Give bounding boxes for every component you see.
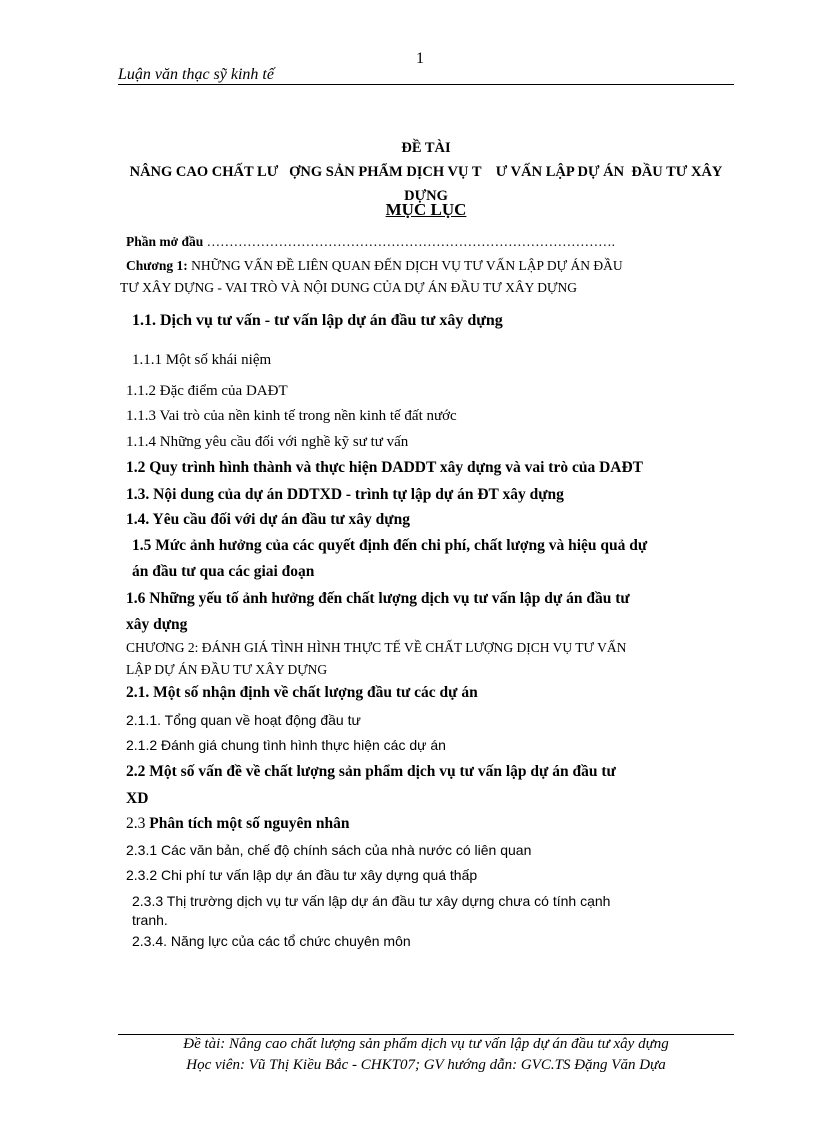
- toc-entry-1-1: 1.1. Dịch vụ tư vấn - tư vấn lập dự án đầu tư xây dựng: [132, 312, 503, 329]
- toc-heading: MỤC LỤC: [385, 200, 467, 219]
- toc-entry-1-1-4: 1.1.4 Những yêu cầu đối với nghề kỹ sư tư vấn: [126, 434, 409, 450]
- chapter1-line-a: [126, 258, 623, 274]
- toc-entry-1-6-a: 1.6 Những yếu tố ảnh hưởng đến chất lượng dịch vụ tư vấn lập dự án đầu tư: [126, 590, 630, 607]
- chapter1-line-b: TƯ XÂY DỰNG - VAI TRÒ VÀ NỘI DUNG CỦA DỰ ÁN ĐẦU TƯ XÂY DỰNG: [120, 280, 577, 295]
- footer-line-2: Học viên: Vũ Thị Kiều Bắc - CHKT07; GV hướng dẫn: GVC.TS Đặng Văn Dựa: [186, 1057, 666, 1073]
- chapter2-line-b: LẬP DỰ ÁN ĐẦU TƯ XÂY DỰNG: [126, 662, 328, 677]
- toc-entry-1-6-b: xây dựng: [126, 616, 188, 633]
- toc-entry-1-2: 1.2 Quy trình hình thành và thực hiện DADDT xây dựng và vai trò của DAĐT: [126, 459, 643, 476]
- title-block: [118, 136, 734, 208]
- toc-entry-1-3: 1.3. Nội dung của dự án DDTXD - trình tự lập dự án ĐT xây dựng: [126, 486, 564, 503]
- toc-entry-1-5-b: án đầu tư qua các giai đoạn: [132, 563, 315, 580]
- entry-2-3-text: Phân tích một số nguyên nhân: [149, 815, 350, 832]
- chapter1-label: Chương 1:: [126, 258, 188, 273]
- toc-entry-2-3-3-a: 2.3.3 Thị trường dịch vụ tư vấn lập dự án đầu tư xây dựng chưa có tính cạnh: [132, 893, 611, 909]
- toc-entry-2-3: [126, 815, 350, 833]
- running-header: Luận văn thạc sỹ kinh tế: [118, 66, 274, 83]
- header-rule: [118, 84, 734, 85]
- toc-entry-2-3-1: 2.3.1 Các văn bản, chế độ chính sách của nhà nước có liên quan: [126, 842, 532, 858]
- toc-entry-1-5-a: 1.5 Mức ảnh hưởng của các quyết định đến chi phí, chất lượng và hiệu quả dự: [132, 537, 648, 554]
- toc-entry-2-3-4: 2.3.4. Năng lực của các tổ chức chuyên môn: [132, 933, 411, 949]
- chapter1-title-a: NHỮNG VẤN ĐỀ LIÊN QUAN ĐẾN DỊCH VỤ TƯ VẤN LẬP DỰ ÁN ĐẦU: [191, 258, 623, 273]
- toc-intro: [126, 234, 615, 250]
- page-number: 1: [416, 50, 424, 67]
- toc-entry-1-4: 1.4. Yêu cầu đối với dự án đầu tư xây dựng: [126, 511, 410, 528]
- toc-entry-2-3-2: 2.3.2 Chi phí tư vấn lập dự án đầu tư xây dựng quá thấp: [126, 867, 478, 883]
- footer-line-1: Đề tài: Nâng cao chất lượng sản phẩm dịch vụ tư vấn lập dự án đầu tư xây dựng: [183, 1036, 669, 1052]
- toc-entry-1-1-1: 1.1.1 Một số khái niệm: [132, 352, 272, 368]
- intro-dots: ……………………………………………………………………………….: [206, 234, 615, 249]
- toc-entry-2-2-b: XD: [126, 790, 149, 807]
- toc-entry-1-1-3: 1.1.3 Vai trò của nền kinh tế trong nền kinh tế đất nước: [126, 408, 457, 424]
- chapter2-line-a: CHƯƠNG 2: ĐÁNH GIÁ TÌNH HÌNH THỰC TẾ VỀ CHẤT LƯỢNG DỊCH VỤ TƯ VẤN: [126, 640, 627, 655]
- footer-rule: [118, 1034, 734, 1035]
- title-label: ĐỀ TÀI: [401, 140, 451, 156]
- toc-entry-2-1-1: 2.1.1. Tổng quan về hoạt động đầu tư: [126, 712, 361, 728]
- toc-entry-2-3-3-b: tranh.: [132, 912, 168, 928]
- title-line-1: NÂNG CAO CHẤT LƯ ỢNG SẢN PHẨM DỊCH VỤ T Ư VẤN LẬP DỰ ÁN ĐẦU TƯ XÂY: [129, 164, 723, 180]
- toc-entry-2-2-a: 2.2 Một số vấn đề về chất lượng sản phẩm dịch vụ tư vấn lập dự án đầu tư: [126, 763, 616, 780]
- entry-2-3-number: 2.3: [126, 815, 146, 832]
- title-line-2: DỰNG: [404, 188, 448, 204]
- toc-entry-2-1-2: 2.1.2 Đánh giá chung tình hình thực hiện các dự án: [126, 737, 446, 753]
- toc-entry-2-1: 2.1. Một số nhận định về chất lượng đầu tư các dự án: [126, 684, 478, 701]
- intro-label: Phần mở đầu: [126, 234, 204, 249]
- toc-entry-1-1-2: 1.1.2 Đặc điểm của DAĐT: [126, 383, 288, 399]
